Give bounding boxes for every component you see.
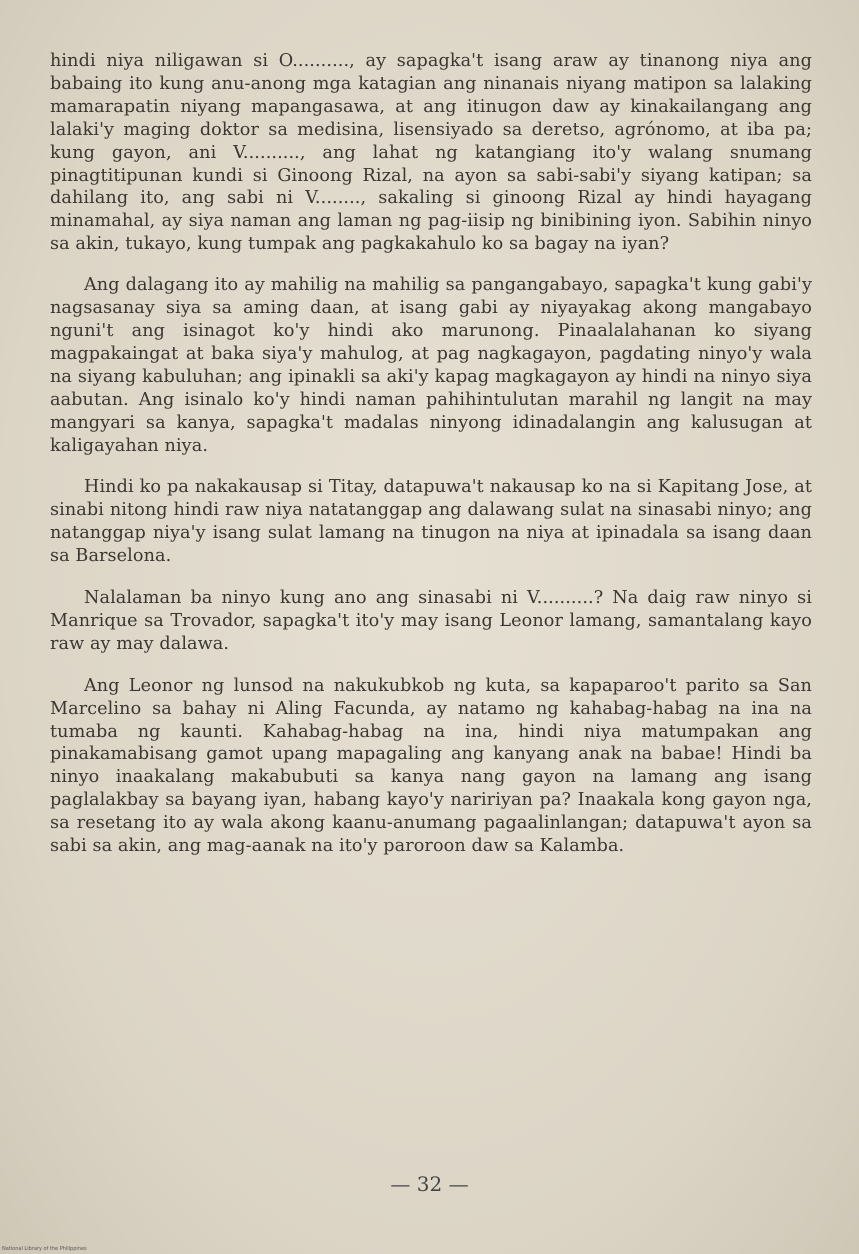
paragraph: Ang Leonor ng lunsod na nakukubkob ng kuta, sa kapaparoo't parito sa San Marcelino sa bahay ni Aling Facunda, ay natamo ng kahabag-habag na ina na tumaba ng kaunti. Kahabag-habag na ina, hindi niya matumpakan ang pinakamabisang gamot upang mapagaling ang kanyang anak na babae! Hindi ba ninyo inaakalang makabubuti sa kanya nang gayon na lamang ang isang paglalakbay sa bayang iyan, habang kayo'y naririyan pa? Inaakala kong gayon nga, sa resetang ito ay wala akong kaanu-anumang pagaalinlangan; datapuwa't ayon sa sabi sa akin, ang mag-aanak na ito'y paroroon daw sa Kalamba. <box>50 675 812 857</box>
body-text <box>50 50 812 877</box>
footer-credit: National Library of the Philippines <box>2 1246 87 1252</box>
paragraph: Ang dalagang ito ay mahilig na mahilig sa pangangabayo, sapagka't kung gabi'y nagsasanay siya sa aming daan, at isang gabi ay niyayakag akong mangabayo nguni't ang isinagot ko'y hindi ako marunong. Pinaalalahanan ko siyang magpakaingat at baka siya'y mahulog, at pag nagkagayon, pagdating ninyo'y wala na siyang kabuluhan; ang ipinakli sa aki'y kapag magkagayon ay hindi na ninyo siya aabutan. Ang isinalo ko'y hindi naman pahihintulutan marahil ng langit na may mangyari sa kanya, sapagka't madalas ninyong idinadalangin ang kalusugan at kaligayahan niya. <box>50 275 812 456</box>
page-number: — 32 — <box>390 1172 469 1196</box>
paragraph-continued: hindi niya niligawan si O.........., ay sapagka't isang araw ay tinanong niya ang babaing ito kung anu-anong mga katagian ang ninanais niyang matipon sa lalaking mamarapatin niyang mapangasawa, at ang itinugon daw ay kinakailangang ang lalaki'y maging doktor sa medisina, lisensiyado sa deretso, agrónomo, at iba pa; kung gayon, ani V.........., ang lahat ng katangiang ito'y walang snumang pinagtitipunan kundi si Ginoong Rizal, na ayon sa sabi-sabi'y siyang katipan; sa dahilang ito, ang sabi ni V........, sakaling si ginoong Rizal ay hindi hayagang minamahal, ay siya naman ang laman ng pag-iisip ng binibining iyon. Sabihin ninyo sa akin, tukayo, kung tumpak ang pagkakahulo ko sa bagay na iyan? <box>50 51 812 255</box>
paragraph: Nalalaman ba ninyo kung ano ang sinasabi ni V..........? Na daig raw ninyo si Manrique sa Trovador, sapagka't ito'y may isang Leonor lamang, samantalang kayo raw ay may dalawa. <box>50 588 812 654</box>
paragraph: Hindi ko pa nakakausap si Titay, datapuwa't nakausap ko na si Kapitang Jose, at sinabi nitong hindi raw niya natatanggap ang dalawang sulat na sinasabi ninyo; ang natanggap niya'y isang sulat lamang na tinugon na niya at ipinadala sa isang daan sa Barselona. <box>50 477 812 567</box>
